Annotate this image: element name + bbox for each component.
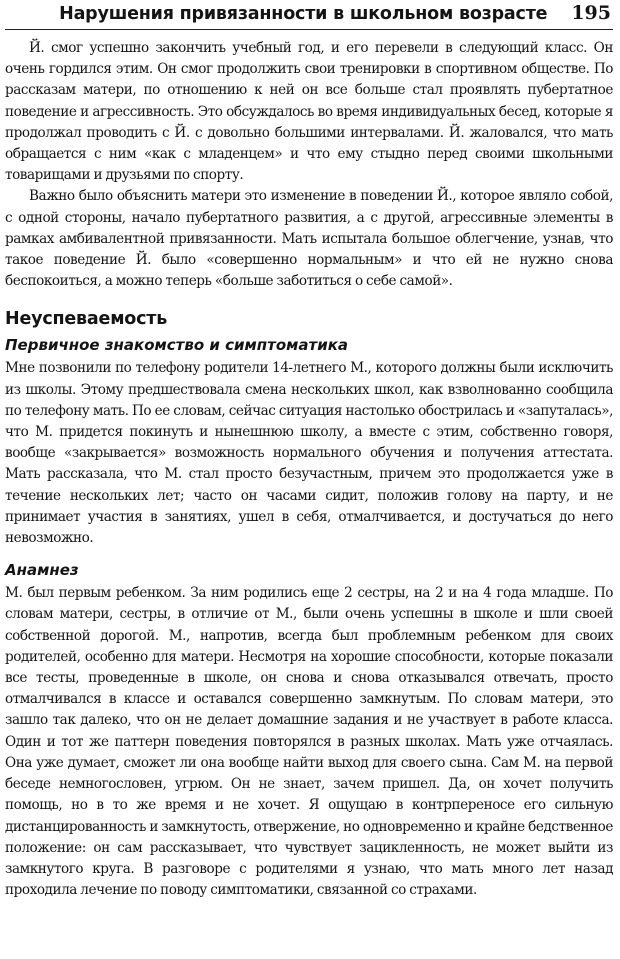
- paragraph-4: М. был первым ребенком. За ним родились еще 2 сестры, на 2 и на 4 года младше. По словам матери, сестры, в отличие от М., были очень успешны в школе и шли своей собственной дорогой. М., напротив, всегда был проблемным ребенком для своих родителей, особенно для матери. Несмотря на хорошие способности, которые показали все тесты, проведенные в школе, он снова и снова отказывался отвечать, просто отмалчивался в классе и оставался совершенно замкнутым. По словам матери, это зашло так далеко, что он не делает домашние задания и не участвует в работе класса. Один и тот же паттерн поведения повторялся в разных школах. Мать уже отчаялась. Она уже думает, сможет ли она вообще найти выход для своего сына. Сам М. на первой беседе немногословен, угрюм. Он не знает, зачем пришел. Да, он хочет получить помощь, но в то же время и не хочет. Я ощущаю в контрпереносе его сильную дистанцированность и замкнутость, отвержение, но одновременно и крайне бедственное положение: он сам рассказывает, что чувствует зацикленность, не может выйти из замкнутого круга. В разговоре с родителями я узнаю, что мать много лет назад проходила лечение по поводу симптоматики, связанной со страхами.: [5, 585, 613, 899]
- section-heading: Неуспеваемость: [5, 309, 168, 330]
- page-number: 195: [571, 2, 611, 24]
- paragraph-1: Й. смог успешно закончить учебный год, и его перевели в следующий класс. Он очень гордился этим. Он смог продолжить свои тренировки в спортивном обществе. По рассказам матери, по отношению к ней он все больше стал проявлять пубертатное поведение и агрессивность. Это обсуждалось во время индивидуальных бесед, которые я продолжал проводить с Й. с довольно большими интервалами. Й. жаловался, что мать обращается с ним «как с младенцем» и что ему стыдно перед своими школьными товарищами и друзьями по спорту.: [5, 40, 613, 184]
- subheading-initial-contact: Первичное знакомство и симптоматика: [5, 336, 349, 355]
- paragraph-3: Мне позвонили по телефону родители 14-летнего М., которого должны были исключить из школы. Этому предшествовала смена нескольких школ, как взволнованно сообщила по телефону мать. По ее словам, сейчас ситуация настолько обострилась и «запуталась», что М. придется покинуть и нынешнюю школу, а вместе с этим, собственно говоря, вообще «закрывается» возможность нормального обучения и получения аттестата. Мать рассказала, что М. стал просто безучастным, причем это продолжается уже в течение нескольких лет; часто он часами сидит, положив голову на парту, и не принимает участия в занятиях, ушел в себя, отмалчивается, и достучаться до него невозможно.: [5, 360, 613, 547]
- paragraph-2: Важно было объяснить матери это изменение в поведении Й., которое являло собой, с одной стороны, начало пубертатного развития, а с другой, агрессивные элементы в рамках амбивалентной привязанности. Мать испытала большое облегчение, узнав, что такое поведение Й. было «совершенно нормальным» и что ей не нужно снова беспокоиться, а можно теперь «больше заботиться о себе самой».: [5, 188, 613, 290]
- book-page: [5, 0, 613, 959]
- running-title: Нарушения привязанности в школьном возрасте: [59, 4, 548, 24]
- subheading-anamnesis: Анамнез: [5, 561, 79, 580]
- running-header: [5, 0, 613, 30]
